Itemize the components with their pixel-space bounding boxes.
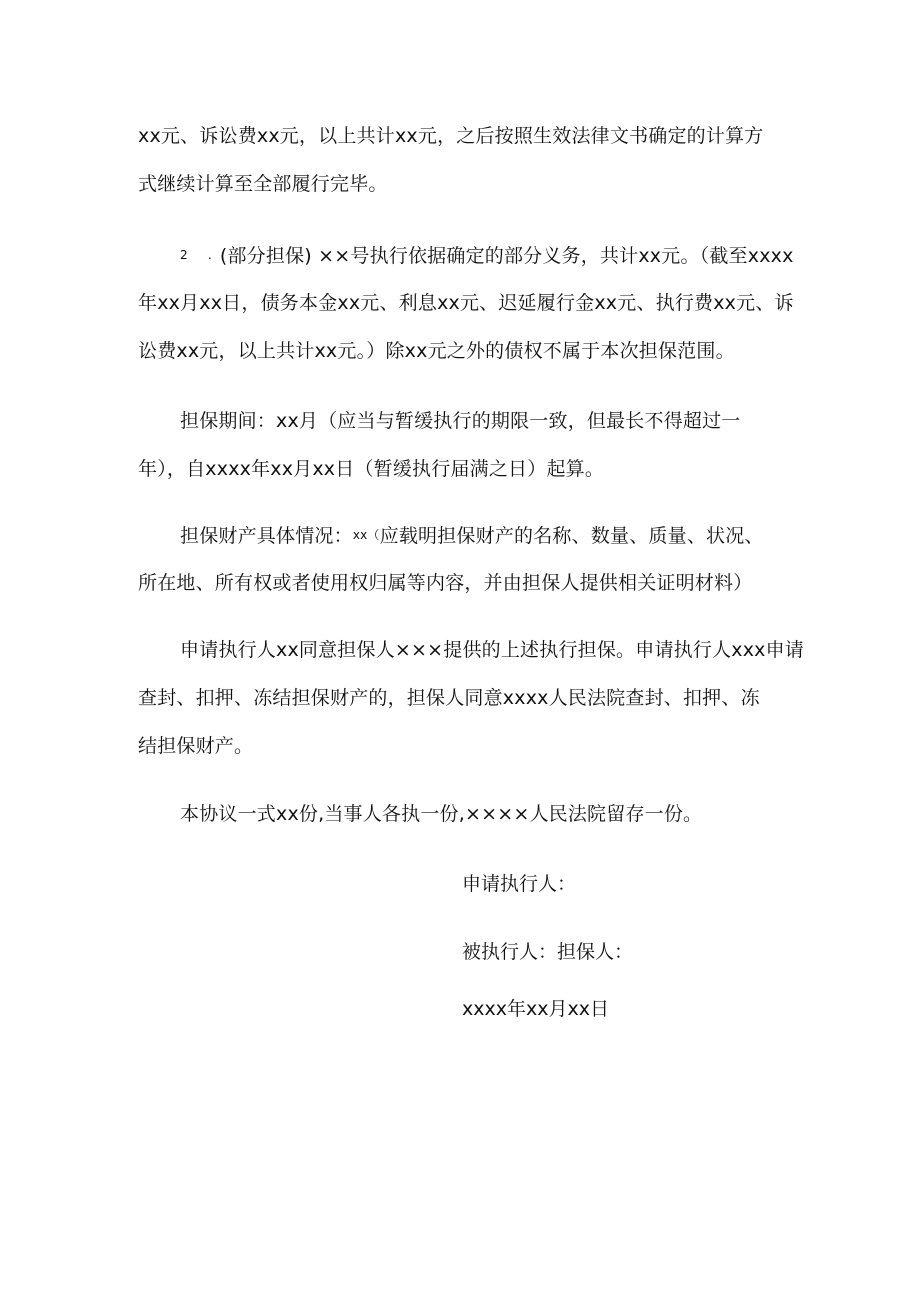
paragraph-2-line-3: 讼费xx元，以上共计xx元。）除xx元之外的债权不属于本次担保范围。 <box>138 340 735 362</box>
paragraph-1-line-1: xx元、诉讼费xx元，以上共计xx元，之后按照生效法律文书确定的计算方 <box>138 125 764 147</box>
paragraph-5-line-2: 查封、扣押、冻结担保财产的，担保人同意xxxx人民法院查封、扣押、冻 <box>138 687 760 709</box>
paragraph-1-line-2: 式继续计算至全部履行完毕。 <box>138 173 388 195</box>
signature-applicant: 申请执行人： <box>462 873 577 895</box>
paragraph-2-line-2: 年xx月xx日，债务本金xx元、利息xx元、迟延履行金xx元、执行费xx元、诉 <box>138 292 794 314</box>
paragraph-5-line-3: 结担保财产。 <box>138 735 254 757</box>
signature-date: xxxx年xx月xx日 <box>462 998 609 1020</box>
paragraph-3-line-1: 担保期间：xx月（应当与暂缓执行的期限一致，但最长不得超过一 <box>180 410 741 432</box>
paragraph-5-line-1: 申请执行人xx同意担保人×××提供的上述执行担保。申请执行人xxx申请 <box>180 639 804 661</box>
paragraph-4-line-2: 所在地、所有权或者使用权归属等内容，并由担保人提供相关证明材料） <box>138 572 753 594</box>
paragraph-4-line-1-text: 应载明担保财产的名称、数量、质量、状况、 <box>379 525 764 547</box>
paragraph-4-label: 担保财产具体情况： <box>180 525 353 547</box>
signature-respondent-guarantor: 被执行人：担保人： <box>462 941 634 963</box>
list-number: 2 <box>180 248 188 262</box>
paragraph-6-line-1: 本协议一式xx份,当事人各执一份,××××人民法院留存一份。 <box>180 803 703 825</box>
paragraph-4-line-1 <box>180 523 840 548</box>
paragraph-3-line-2: 年），自xxxx年xx月xx日（暂缓执行届满之日）起算。 <box>138 458 605 480</box>
list-dot: . <box>207 248 212 262</box>
paragraph-4-small-text: xx（ <box>352 528 380 542</box>
paragraph-2-line-1 <box>180 243 840 268</box>
paragraph-2-line-1-text: (部分担保) ××号执行依据确定的部分义务，共计xx元。（截至xxxx <box>219 245 794 267</box>
